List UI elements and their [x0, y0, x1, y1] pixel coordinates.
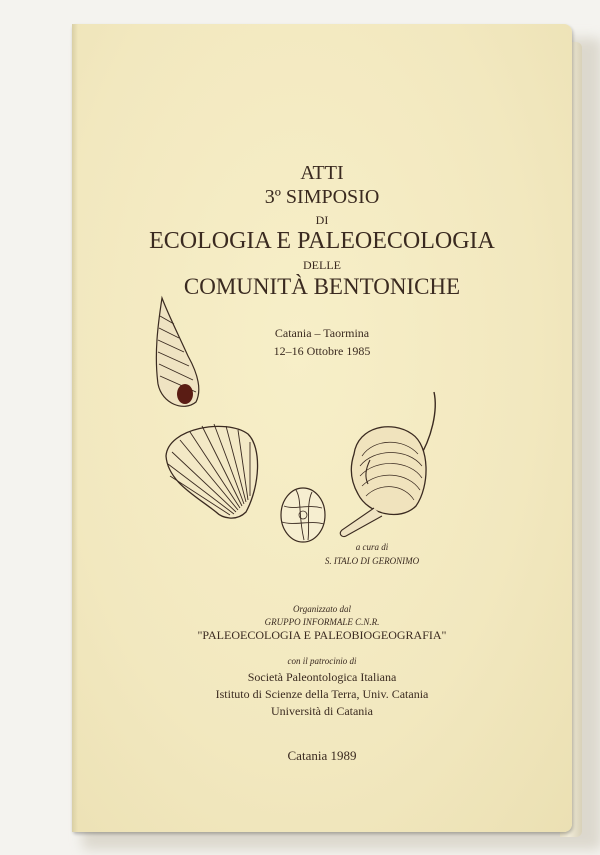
cockle-shell-illustration: [156, 416, 264, 524]
sponsor-item: Società Paleontologica Italiana: [247, 670, 397, 684]
organizzato-label: Organizzato dal: [293, 604, 351, 614]
cover-title-line1: ECOLOGIA E PALEOECOLOGIA: [149, 228, 495, 254]
bivalve-siphon-illustration: [334, 390, 444, 540]
cover-delle: DELLE: [303, 258, 341, 272]
sponsor-item: Istituto di Scienze della Terra, Univ. Catania: [215, 687, 429, 701]
patrocinio-label: con il patrocinio di: [287, 656, 357, 666]
sponsor-item: Università di Catania: [271, 704, 373, 718]
cura-label: a cura di: [355, 542, 389, 552]
cover-simposio: 3º SIMPOSIO: [264, 186, 380, 208]
cura-name: S. ITALO DI GERONIMO: [324, 556, 420, 566]
gastropod-shell-illustration: [148, 294, 208, 418]
book-cover: [72, 24, 572, 832]
cover-atti: ATTI: [300, 162, 344, 184]
cover-place: Catania – Taormina: [274, 326, 370, 340]
gruppo-label: GRUPPO INFORMALE C.N.R.: [264, 617, 380, 627]
foraminifera-illustration: [276, 484, 330, 546]
cover-title-line2: COMUNITÀ BENTONICHE: [183, 274, 461, 299]
gruppo-name: "PALEOECOLOGIA E PALEOBIOGEOGRAFIA": [197, 628, 447, 642]
cover-footer: Catania 1989: [287, 748, 357, 763]
cover-dates: 12–16 Ottobre 1985: [273, 344, 371, 358]
cover-di: DI: [315, 213, 329, 227]
